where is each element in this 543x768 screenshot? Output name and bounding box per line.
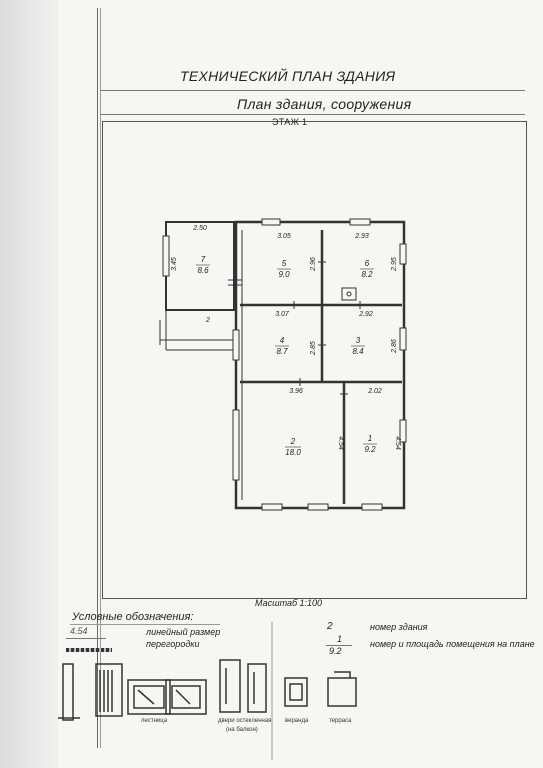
dim-2-96: 2.96	[310, 257, 317, 271]
legend-title: Условные обозначения:	[72, 611, 194, 623]
glazed-door-symbol-1	[220, 660, 240, 712]
dim-2-92: 2.92	[359, 311, 373, 318]
legend-room-text: номер и площадь помещения на плане	[370, 639, 535, 649]
legend-room-area: 9.2	[329, 646, 342, 656]
dim-2-02: 2.02	[368, 388, 382, 395]
room-4-area: 8.7	[276, 347, 288, 356]
floor-label: ЭТАЖ 1	[272, 117, 308, 127]
document-subtitle: План здания, сооружения	[237, 96, 412, 112]
dim-4-54-right: 4.54	[394, 436, 401, 450]
legend-corner-block	[63, 664, 73, 720]
room-1-area: 9.2	[364, 445, 376, 454]
legend-room-number: 1	[337, 634, 343, 644]
room-3-area: 8.4	[352, 347, 364, 356]
dim-3-96: 3.96	[289, 388, 303, 395]
room-6-number: 6	[364, 259, 370, 268]
room-3-number: 3	[355, 336, 361, 345]
dim-2-95: 2.95	[391, 257, 398, 271]
dim-3-05: 3.05	[277, 233, 291, 240]
legend-building-text: номер здания	[370, 622, 428, 632]
dim-2-50: 2.50	[193, 225, 207, 232]
dim-2-85: 2.85	[310, 341, 317, 355]
legend-caption-door-2: (на балкон)	[226, 727, 258, 733]
legend-caption-veranda: веранда	[285, 718, 309, 724]
stairs-symbol-2	[128, 680, 170, 714]
room-7-number: 7	[200, 255, 206, 264]
room-4-number: 4	[279, 336, 285, 345]
dim-2-93: 2.93	[355, 233, 369, 240]
legend-dim-sample: 4.54	[70, 626, 88, 636]
room-7-area: 8.6	[197, 266, 209, 275]
room-1-number: 1	[367, 434, 373, 443]
legend-caption-door-1: двери остекленная	[218, 718, 272, 724]
room-2-area: 18.0	[285, 448, 301, 457]
terrace-symbol	[328, 672, 356, 706]
legend-wall-text: перегородки	[146, 639, 200, 649]
room-5-number: 5	[281, 259, 287, 268]
dim-3-45: 3.45	[171, 257, 178, 271]
legend-building-sample: 2	[327, 621, 333, 632]
stairs-symbol-1	[96, 664, 122, 716]
dim-4-54-left: 4.54	[337, 436, 344, 450]
veranda-symbol	[285, 678, 307, 706]
dim-2: 2	[206, 317, 210, 324]
glazed-door-symbol-2	[248, 664, 266, 712]
room-5-area: 9.0	[278, 270, 290, 279]
stairs-symbol-3	[166, 680, 206, 714]
scale-label: Масштаб 1:100	[255, 598, 323, 608]
legend-caption-stairs: лестница	[141, 718, 168, 724]
room-2-number: 2	[290, 437, 296, 446]
dim-2-86: 2.86	[391, 339, 398, 353]
document-title: ТЕХНИЧЕСКИЙ ПЛАН ЗДАНИЯ	[180, 68, 396, 84]
legend-dim-text: линейный размер	[146, 627, 221, 637]
dim-3-07: 3.07	[275, 311, 289, 318]
room-6-area: 8.2	[361, 270, 373, 279]
legend-caption-terrace: терраса	[329, 718, 352, 724]
